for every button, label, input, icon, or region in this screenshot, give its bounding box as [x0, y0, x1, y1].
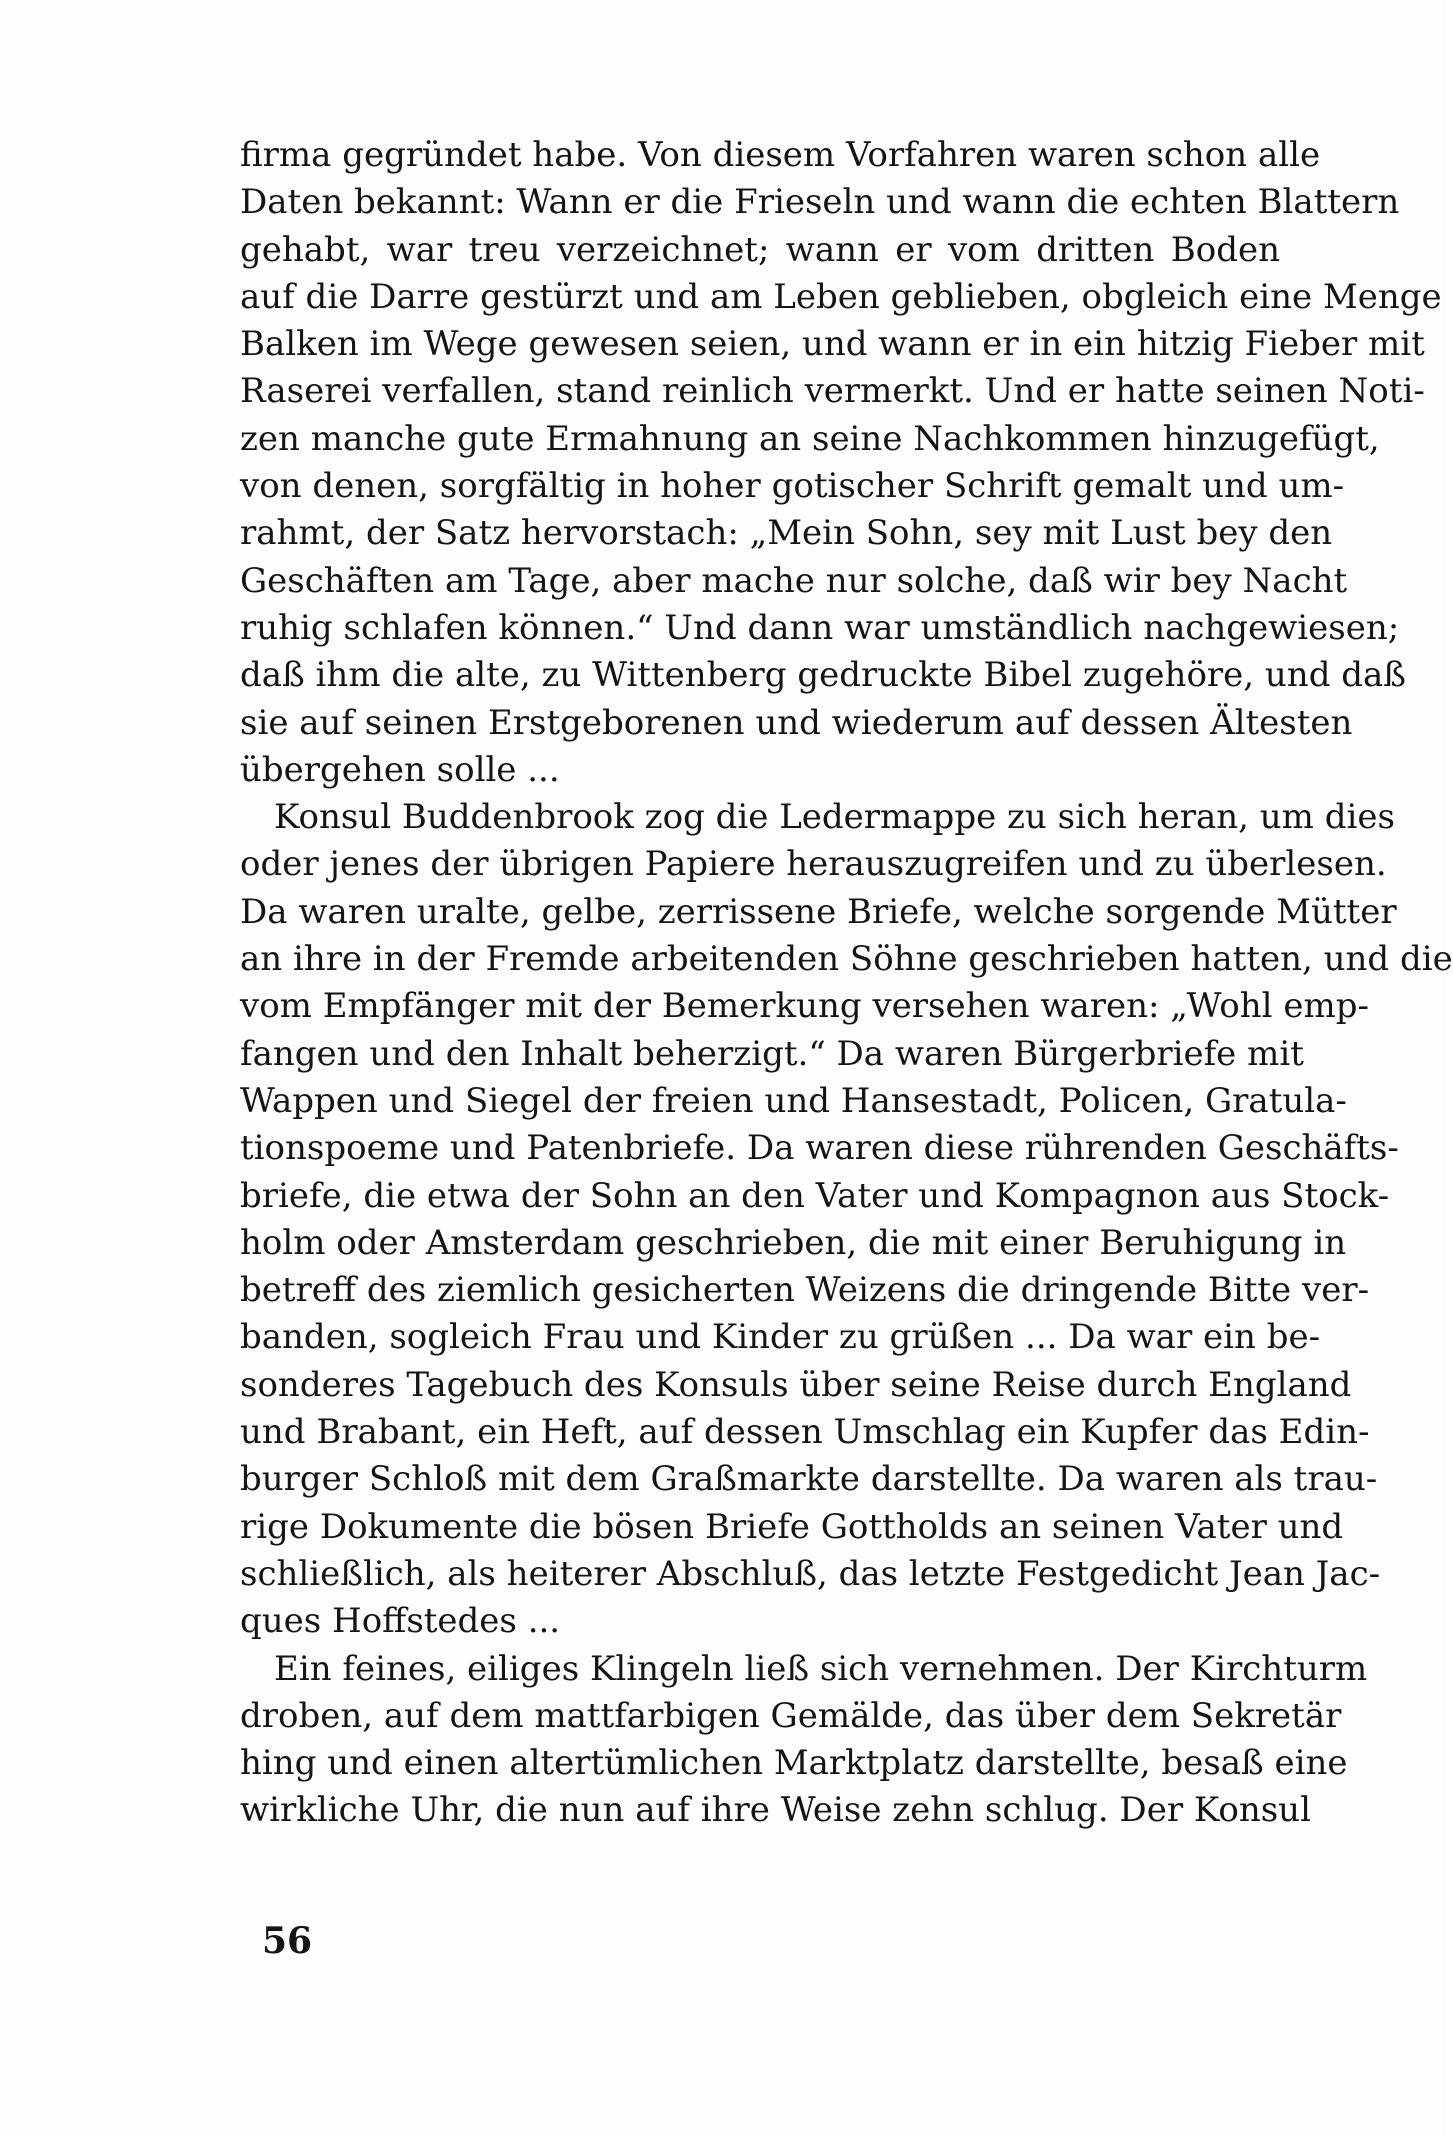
page-text [240, 132, 1453, 1835]
text-line: von denen, sorgfältig in hoher gotischer Schrift gemalt und um- [240, 466, 1345, 507]
text-line: Balken im Wege gewesen seien, und wann er in ein hitzig Fieber mit [240, 324, 1425, 365]
text-line: zen manche gute Ermahnung an seine Nachkommen hinzugefügt, [240, 418, 1380, 459]
text-line: droben, auf dem mattfarbigen Gemälde, das über dem Sekretär [240, 1695, 1342, 1736]
text-line: Daten bekannt: Wann er die Frieseln und wann die echten Blattern [240, 182, 1400, 223]
text-line: daß ihm die alte, zu Wittenberg gedruckte Bibel zugehöre, und daß [240, 655, 1407, 696]
text-line: Raserei verfallen, stand reinlich vermerkt. Und er hatte seinen Noti- [240, 371, 1425, 412]
text-line: oder jenes der übrigen Papiere herauszugreifen und zu überlesen. [240, 844, 1387, 885]
text-line: ques Hoffstedes ... [240, 1601, 561, 1642]
text-line: Ein feines, eiliges Klingeln ließ sich vernehmen. Der Kirchturm [274, 1648, 1368, 1689]
text-line: firma gegründet habe. Von diesem Vorfahren waren schon alle [240, 135, 1321, 175]
text-line: Konsul Buddenbrook zog die Ledermappe zu sich heran, um dies [274, 797, 1395, 838]
text-line: übergehen solle ... [240, 749, 560, 790]
text-line: auf die Darre gestürzt und am Leben geblieben, obgleich eine Menge [240, 276, 1442, 317]
text-line: Da waren uralte, gelbe, zerrissene Briefe, welche sorgende Mütter [240, 891, 1397, 932]
text-line: tionspoeme und Patenbriefe. Da waren diese rührenden Geschäfts- [240, 1128, 1399, 1169]
text-line: vom Empfänger mit der Bemerkung versehen waren: „Wohl emp- [240, 986, 1369, 1027]
text-line: holm oder Amsterdam geschrieben, die mit einer Beruhigung in [240, 1222, 1347, 1263]
page-number: 56 [262, 1920, 313, 1962]
text-line: wirkliche Uhr, die nun auf ihre Weise zehn schlug. Der Konsul [240, 1790, 1311, 1831]
text-line: an ihre in der Fremde arbeitenden Söhne geschrieben hatten, und die [240, 939, 1453, 980]
text-line: briefe, die etwa der Sohn an den Vater und Kompagnon aus Stock- [240, 1175, 1390, 1216]
text-line: burger Schloß mit dem Graßmarkte darstellte. Da waren als trau- [240, 1459, 1378, 1500]
text-line: schließlich, als heiterer Abschluß, das letzte Festgedicht Jean Jac- [240, 1553, 1381, 1594]
text-line: sonderes Tagebuch des Konsuls über seine Reise durch England [240, 1364, 1352, 1405]
text-line: sie auf seinen Erstgeborenen und wiederum auf dessen Ältesten [240, 702, 1353, 743]
text-line: betreff des ziemlich gesicherten Weizens die dringende Bitte ver- [240, 1270, 1370, 1311]
text-line: rahmt, der Satz hervorstach: „Mein Sohn, sey mit Lust bey den [240, 513, 1333, 554]
text-line: gehabt, war treu verzeichnet; wann er vom dritten Boden [240, 229, 1280, 270]
text-line: rige Dokumente die bösen Briefe Gottholds an seinen Vater und [240, 1506, 1344, 1547]
text-line: Geschäften am Tage, aber mache nur solche, daß wir bey Nacht [240, 560, 1348, 601]
text-line: und Brabant, ein Heft, auf dessen Umschlag ein Kupfer das Edin- [240, 1412, 1370, 1453]
text-line: Wappen und Siegel der freien und Hansestadt, Policen, Gratula- [240, 1080, 1347, 1121]
text-line: banden, sogleich Frau und Kinder zu grüßen ... Da war ein be- [240, 1317, 1321, 1358]
text-line: hing und einen altertümlichen Marktplatz darstellte, besaß eine [240, 1743, 1348, 1784]
text-line: ruhig schlafen können.“ Und dann war umständlich nachgewiesen; [240, 607, 1400, 648]
text-line: fangen und den Inhalt beherzigt.“ Da waren Bürgerbriefe mit [240, 1033, 1304, 1074]
